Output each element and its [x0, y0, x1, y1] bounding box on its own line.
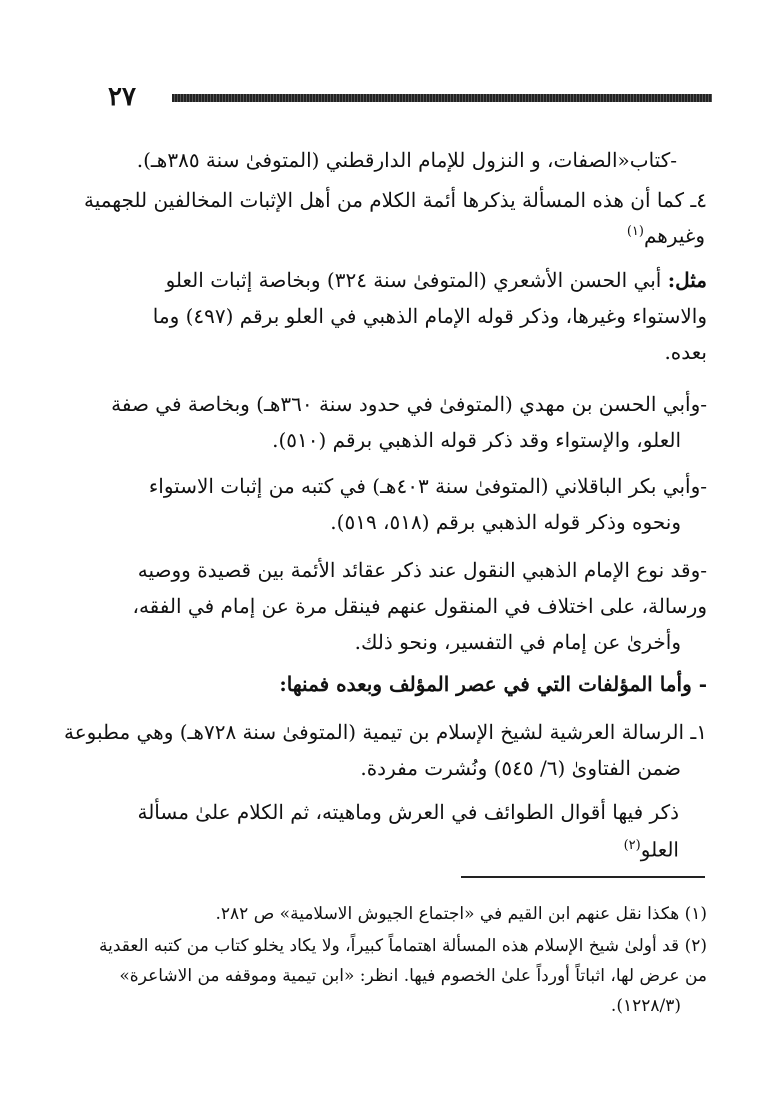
- footnote-2-line: (١٢٢٨/٣).: [610, 996, 681, 1016]
- body-line: وأخرىٰ عن إمام في التفسير، ونحو ذلك.: [354, 630, 681, 654]
- body-line: [627, 218, 705, 250]
- section-heading: - وأما المؤلفات التي في عصر المؤلف وبعده فمنها:: [279, 672, 707, 696]
- body-line: [624, 832, 679, 864]
- footnote-2: (٢) قد أولىٰ شيخ الإسلام هذه المسألة اهتماماً كبيراً، ولا يكاد يخلو كتاب من كتبه العقدية: [99, 936, 707, 956]
- body-line: ضمن الفتاوىٰ (٦/ ٥٤٥) ونُشرت مفردة.: [360, 756, 681, 780]
- body-line: العلو، والإستواء وقد ذكر قوله الذهبي برقم (٥١٠).: [272, 428, 681, 452]
- footnote-separator: [461, 876, 705, 878]
- page-header: [108, 84, 712, 110]
- body-line: -وقد نوع الإمام الذهبي النقول عند ذكر عقائد الأئمة بين قصيدة ووصيه: [137, 558, 707, 582]
- footnote-1: (١) هكذا نقل عنهم ابن القيم في «اجتماع الجيوش الاسلامية» ص ٢٨٢.: [215, 904, 707, 924]
- body-line: ذكر فيها أقوال الطوائف في العرش وماهيته، ثم الكلام علىٰ مسألة: [137, 800, 679, 824]
- body-text: وغيرهم: [643, 223, 705, 248]
- body-text: أبي الحسن الأشعري (المتوفىٰ سنة ٣٢٤) وبخاصة إثبات العلو: [165, 268, 662, 292]
- body-line: -وأبي الحسن بن مهدي (المتوفىٰ في حدود سنة ٣٦٠هـ) وبخاصة في صفة: [111, 392, 707, 416]
- body-line: ورسالة، على اختلاف في المنقول عنهم فينقل مرة عن إمام في الفقه،: [132, 594, 707, 618]
- body-line: ١ـ الرسالة العرشية لشيخ الإسلام بن تيمية (المتوفىٰ سنة ٧٢٨هـ) وهي مطبوعة: [64, 720, 707, 744]
- body-line: والاستواء وغيرها، وذكر قوله الإمام الذهبي في العلو برقم (٤٩٧) وما: [152, 304, 707, 328]
- body-line: ٤ـ كما أن هذه المسألة يذكرها أئمة الكلام من أهل الإثبات المخالفين للجهمية: [83, 188, 707, 212]
- page-number: ٢٧: [108, 82, 136, 112]
- body-line: ونحوه وذكر قوله الذهبي برقم (٥١٨، ٥١٩).: [330, 510, 681, 534]
- body-text: العلو: [640, 837, 679, 862]
- body-line: بعده.: [664, 340, 707, 364]
- body-line: -كتاب«الصفات، و النزول للإمام الدارقطني (المتوفىٰ سنة ٣٨٥هـ).: [136, 148, 677, 172]
- body-line: [166, 266, 707, 294]
- footnote-ref: (١): [626, 224, 644, 239]
- footnote-ref: (٢): [623, 838, 641, 853]
- example-label: مثل:: [667, 268, 707, 292]
- header-rule: [172, 94, 712, 102]
- footnote-2-line: من عرض لها، اثباتاً أورداً علىٰ الخصوم فيها. انظر: «ابن تيمية وموقفه من الاشاعرة»: [119, 966, 707, 986]
- body-line: -وأبي بكر الباقلاني (المتوفىٰ سنة ٤٠٣هـ) في كتبه من إثبات الاستواء: [148, 474, 707, 498]
